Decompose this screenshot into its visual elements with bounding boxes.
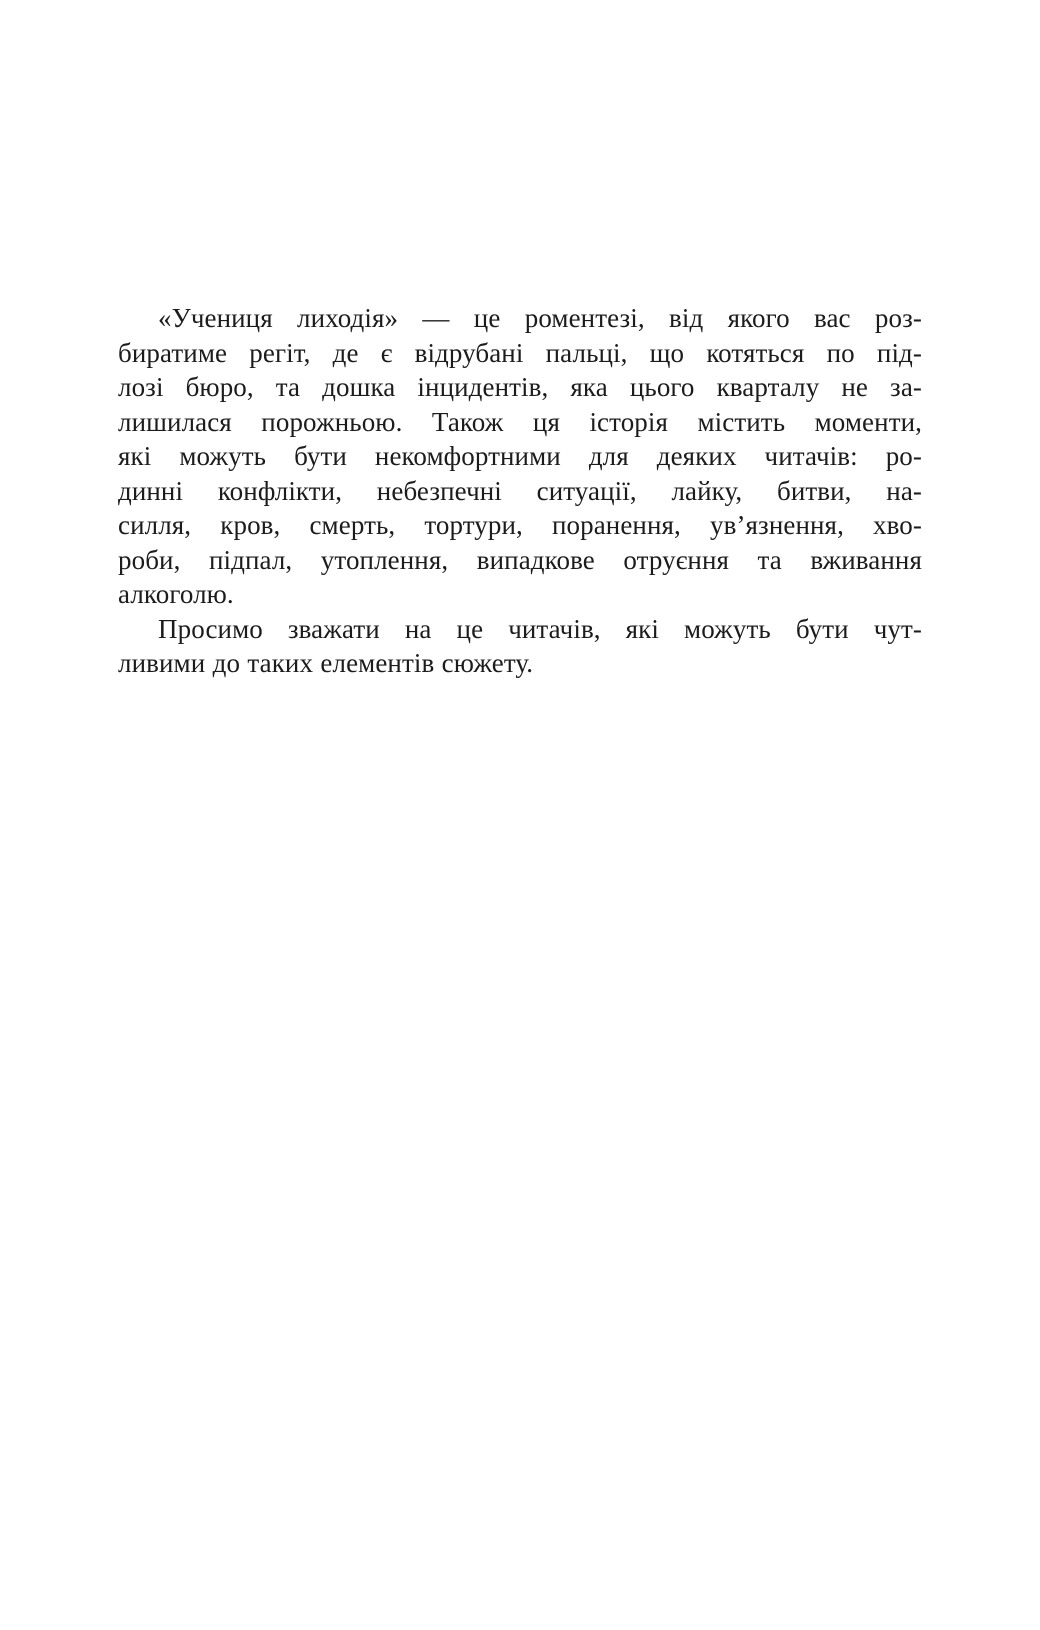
text-line: лозі бюро, та дошка інцидентів, яка цього кварталу не за- bbox=[118, 372, 922, 402]
text-line: Просимо зважати на це читачів, які можуть бути чут- bbox=[158, 613, 922, 644]
text-line: силля, кров, смерть, тортури, поранення, ув’язнення, хво- bbox=[118, 510, 922, 540]
book-page bbox=[118, 301, 922, 681]
text-line: биратиме регіт, де є відрубані пальці, що котяться по під- bbox=[118, 337, 922, 368]
text-line: які можуть бути некомфортними для деяких читачів: ро- bbox=[118, 441, 922, 471]
text-line: роби, підпал, утоплення, випадкове отруєння та вживання bbox=[118, 544, 922, 575]
text-line: ливими до таких елементів сюжету. bbox=[118, 648, 534, 678]
text-line: лишилася порожньою. Також ця історія містить моменти, bbox=[118, 406, 922, 437]
text-line: «Учениця лиходія» — це роментезі, від якого вас роз- bbox=[158, 303, 922, 333]
reader-notice-paragraph bbox=[118, 612, 922, 681]
text-line: динні конфлікти, небезпечні ситуації, лайку, битви, на- bbox=[118, 475, 922, 506]
content-warning-paragraph bbox=[118, 301, 922, 612]
text-line: алкоголю. bbox=[118, 579, 234, 609]
